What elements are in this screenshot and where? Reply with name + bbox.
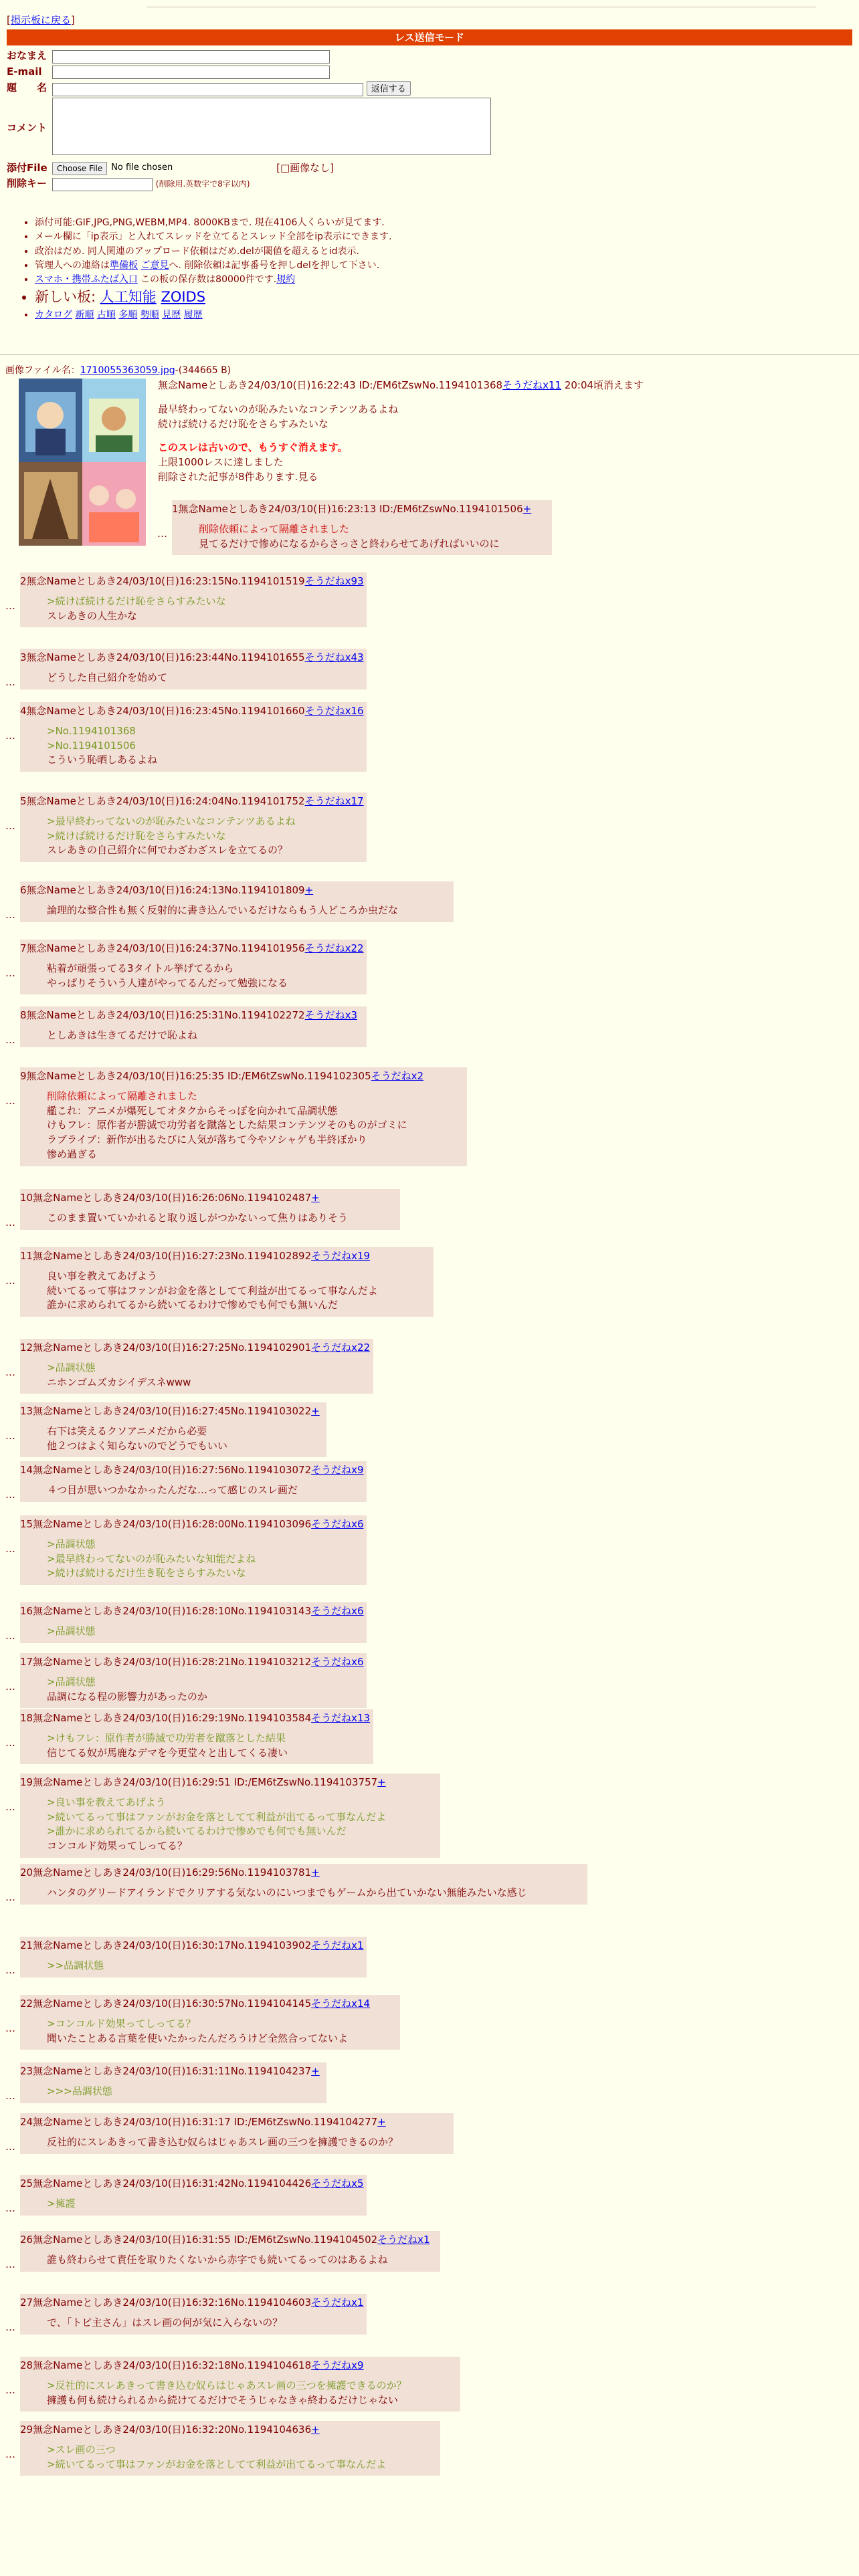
sodane-button[interactable]: そうだねx1	[377, 2234, 430, 2246]
note-item: • 政治はだめ. 同人関連のアップロード依頼はだめ.delが閾値を超えるとid表示.	[35, 245, 391, 258]
reply-post	[20, 792, 367, 862]
quote-line: >品調状態	[47, 1675, 96, 1688]
reply-body	[47, 2017, 395, 2046]
original-post	[158, 379, 840, 485]
reply-body	[47, 2379, 455, 2408]
reply-marker: …	[5, 2090, 15, 2102]
note-text: へ. 削除依頼は記事番号を押しdelを押して下さい.	[169, 259, 380, 271]
reply-header	[20, 1997, 395, 2012]
reply-header-text: 23無念Nameとしあき24/03/10(日)16:31:11No.1194104237	[20, 2065, 312, 2077]
reply-marker: …	[5, 1891, 15, 1903]
reply-body	[47, 1269, 428, 1313]
reply-line: やっぱりそういう人達がやってるんだって勉強になる	[47, 976, 288, 989]
sodane-button[interactable]: そうだねx11	[502, 379, 562, 391]
reply-header-text: 20無念Nameとしあき24/03/10(日)16:29:56No.1194103781	[20, 1866, 312, 1879]
reply-header-text: 5無念Nameとしあき24/03/10(日)16:24:04No.1194101752	[20, 795, 305, 807]
op-header	[158, 379, 840, 393]
reply-marker: …	[5, 909, 15, 921]
thumbnail-collage	[19, 379, 146, 546]
sodane-button[interactable]: +	[522, 503, 532, 515]
sodane-button[interactable]: そうだねx3	[304, 1009, 357, 1021]
reply-header	[20, 1341, 371, 1356]
reply-line: 良い事を教えてあげよう	[47, 1269, 158, 1282]
sodane-button[interactable]: +	[377, 1776, 386, 1788]
quote-line: >品調状態	[47, 1361, 96, 1374]
show-deleted-link[interactable]: 見る	[298, 470, 318, 483]
op-expire: 20:04頃消えます	[561, 379, 644, 391]
reply-header	[20, 883, 448, 898]
post-form: おなまえ E-mail 題 名 返信する コメント 添付File Choose File No file chosen [□画像なし] 削除キー (削除用.英数字で8字以内)	[7, 48, 491, 192]
reply-marker: …	[5, 1034, 15, 1046]
new-board-item	[35, 287, 391, 307]
reply-body	[47, 1731, 368, 1761]
reply-post	[20, 1515, 367, 1585]
reply-header-text: 11無念Nameとしあき24/03/10(日)16:27:23No.1194102892	[20, 1250, 312, 1262]
reply-header-text: 16無念Nameとしあき24/03/10(日)16:28:10No.1194103143	[20, 1605, 312, 1617]
quote-line: >コンコルド効果ってしってる？	[47, 2017, 196, 2030]
reply-header	[20, 2359, 455, 2373]
quote-line: >スレ画の三つ	[47, 2443, 116, 2456]
reply-marker: …	[5, 2448, 15, 2460]
reply-marker: …	[5, 1275, 15, 1287]
reply-body	[47, 1424, 321, 1454]
reply-body	[47, 671, 361, 685]
reply-header-text: 17無念Nameとしあき24/03/10(日)16:28:21No.1194103212	[20, 1656, 312, 1668]
quote-line: >>>品調状態	[47, 2084, 112, 2097]
reply-line: このまま置いていかれると取り返しがつかないって焦りはありそう	[47, 1211, 349, 1224]
sodane-button[interactable]: そうだねx93	[304, 575, 364, 587]
reply-body	[47, 1796, 435, 1854]
sodane-button[interactable]: そうだねx19	[311, 1250, 371, 1262]
reply-body	[47, 1537, 361, 1581]
subject-label: 題 名	[7, 82, 47, 94]
reply-post	[20, 1006, 367, 1047]
reply-marker: …	[5, 2022, 15, 2034]
reply-header	[20, 794, 364, 809]
back-link-wrap: [掲示板に戻る]	[7, 14, 75, 26]
reply-post	[20, 1937, 367, 1977]
sort-old-link[interactable]: 古順	[96, 309, 116, 320]
reply-post	[20, 1067, 467, 1166]
reply-post	[20, 1774, 440, 1858]
reply-line: 聞いたことある言葉を使いたかったんだろうけど全然合ってないよ	[47, 2032, 349, 2044]
reply-header	[20, 651, 364, 665]
reply-marker: …	[5, 1801, 15, 1813]
reply-post	[20, 1864, 587, 1905]
history-link[interactable]: 履歴	[183, 309, 203, 320]
reply-line: 惨め過ぎる	[47, 1148, 98, 1160]
reply-post	[20, 1602, 367, 1643]
file-prefix: 画像ファイル名：	[5, 365, 80, 376]
reply-header-text: 10無念Nameとしあき24/03/10(日)16:26:06No.1194102487	[20, 1192, 312, 1204]
reply-line: けもフレ：原作者が勝滅で功労者を蹴落とした結果コンテンツそのものがゴミに	[47, 1119, 407, 1132]
reply-body	[47, 1089, 462, 1162]
reply-post	[20, 1461, 367, 1502]
reply-body	[47, 1029, 361, 1043]
sodane-button[interactable]: そうだねx43	[304, 651, 364, 663]
reply-header-text: 6無念Nameとしあき24/03/10(日)16:24:13No.1194101809	[20, 884, 305, 896]
reply-line: 右下は笑えるクソアニメだから必要	[47, 1424, 207, 1437]
reply-line: ハンタのグリードアイランドでクリアする気ないのにいつまでもゲームから出ていかない無能みたいな感じ	[47, 1886, 527, 1899]
delkey-note: (削除用.英数字で8字以内)	[155, 179, 250, 189]
reply-header-text: 28無念Nameとしあき24/03/10(日)16:32:18No.1194104618	[20, 2359, 312, 2371]
image-file-link[interactable]: 1710055363059.jpg	[80, 365, 175, 376]
reply-marker: …	[5, 730, 15, 742]
reply-line: 論理的な整合性も無く反射的に書き込んでいるだけならもう人どころか虫だな	[47, 903, 399, 916]
reply-post	[20, 1709, 373, 1764]
sodane-button[interactable]: そうだねx22	[304, 942, 364, 954]
note-item: • メール欄に「ip表示」と入れてスレッドを立てるとスレッド全部をip表示にできます.	[35, 230, 391, 243]
quote-line: >No.1194101368	[47, 724, 136, 737]
reply-header	[20, 704, 364, 719]
quote-line: >反社的にスレあきって書き込む奴らはじゃあスレ画の三つを擁護できるのか？	[47, 2379, 407, 2391]
reply-post	[20, 940, 367, 994]
reply-line: こういう恥晒しあるよね	[47, 754, 158, 766]
reply-header-text: 21無念Nameとしあき24/03/10(日)16:30:17No.1194103902	[20, 1939, 312, 1951]
reply-body	[47, 2443, 435, 2472]
reply-post	[20, 1339, 373, 1394]
reply-header	[20, 1191, 395, 1206]
sort-new-link[interactable]: 新順	[75, 309, 94, 320]
file-size: -(344665 B)	[175, 365, 231, 376]
reply-header-text: 1無念Nameとしあき24/03/10(日)16:23:13 ID:/EM6tZswNo.1194101506	[172, 503, 523, 515]
reply-line: としあきは生きてるだけで恥よね	[47, 1029, 198, 1041]
reply-post	[20, 2421, 440, 2476]
reply-post	[20, 1995, 400, 2050]
file-label: 添付File	[7, 161, 47, 174]
reply-header	[20, 2064, 321, 2079]
reply-header	[20, 1463, 364, 1478]
quote-line: >けもフレ：原作者が勝滅で功労者を蹴落とした結果	[47, 1731, 286, 1744]
reply-header-text: 24無念Nameとしあき24/03/10(日)16:31:17 ID:/EM6tZswNo.1194104277	[20, 2116, 378, 2128]
reply-line: 他２つはよく知らないのでどうでもいい	[47, 1439, 228, 1452]
sodane-button[interactable]: そうだねx9	[311, 2359, 364, 2371]
reply-body	[47, 1361, 368, 1390]
submit-button[interactable]: 返信する	[367, 81, 411, 96]
name-input[interactable]	[52, 50, 330, 64]
deleted-text: 削除された記事が8件あります.	[158, 470, 298, 483]
comment-textarea[interactable]	[52, 98, 491, 155]
deleted-note	[158, 470, 840, 485]
no-image-checkbox[interactable]: □画像なし	[280, 161, 330, 174]
reply-marker: …	[157, 528, 167, 540]
reply-body	[47, 1483, 361, 1498]
new-board-label: 新しい板:	[35, 289, 96, 306]
reply-header	[20, 2233, 435, 2248]
reply-line: スレあきの自己紹介に何でわざわざスレを立てるの？	[47, 844, 288, 857]
reply-header-text: 14無念Nameとしあき24/03/10(日)16:27:56No.1194103072	[20, 1464, 312, 1476]
reply-header	[20, 1711, 371, 1726]
sodane-button[interactable]: +	[311, 1405, 320, 1417]
reply-body	[47, 1211, 395, 1226]
sodane-button[interactable]: +	[377, 2116, 386, 2128]
reply-header-text: 4無念Nameとしあき24/03/10(日)16:23:45No.1194101660	[20, 705, 305, 717]
reply-header	[20, 942, 364, 956]
reply-line: ニホンゴムズカシイデスネwww	[47, 1376, 191, 1388]
sodane-button[interactable]: そうだねx16	[304, 705, 364, 717]
note-text: 管理人への連絡は	[35, 259, 110, 271]
delkey-label: 削除キー	[7, 177, 47, 190]
quote-line: >品調状態	[47, 1624, 96, 1637]
reply-header-text: 9無念Nameとしあき24/03/10(日)16:25:35 ID:/EM6tZswNo.1194102305	[20, 1070, 371, 1082]
reply-marker: …	[5, 1681, 15, 1693]
reply-line: 品調になる程の影響力があったのか	[47, 1690, 207, 1703]
reply-header-text: 2無念Nameとしあき24/03/10(日)16:23:15No.1194101519	[20, 575, 305, 587]
reply-post	[20, 649, 367, 689]
op-line: 最早終わってないのが恥みたいなコンテンツあるよね	[158, 403, 399, 415]
reply-marker: …	[5, 1489, 15, 1501]
reply-line: 誰も終わらせて責任を取りたくないから赤字でも続いてるってのはあるよね	[47, 2253, 388, 2266]
reply-header	[20, 1776, 435, 1790]
reply-marker: …	[5, 2141, 15, 2153]
reply-body	[199, 522, 547, 552]
reply-line: 艦これ：アニメが爆死してオタクからそっぽを向かれて品調状態	[47, 1104, 338, 1117]
op-header-text: 無念Nameとしあき24/03/10(日)16:22:43 ID:/EM6tZswNo.1194101368	[158, 379, 503, 391]
reply-post	[20, 702, 367, 772]
sodane-button[interactable]: そうだねx9	[311, 1464, 364, 1476]
quote-line: >続けば続けるだけ恥をさらすみたいな	[47, 595, 226, 607]
sodane-button[interactable]: そうだねx6	[311, 1605, 364, 1617]
reply-line: ラブライブ：新作が出るたびに人気が落ちて今やソシャゲも半終ぼかり	[47, 1134, 367, 1146]
reply-header	[20, 2423, 435, 2438]
reply-header	[20, 2296, 364, 2311]
note-item: • 添付可能:GIF,JPG,PNG,WEBM,MP4. 8000KBまで. 現在4106人くらいが見てます.	[35, 216, 391, 229]
delkey-input[interactable]	[52, 178, 153, 191]
reply-marker: …	[5, 967, 15, 979]
reply-marker: …	[5, 1430, 15, 1442]
reply-header	[20, 1404, 321, 1419]
sodane-button[interactable]: +	[311, 1866, 320, 1879]
ai-board-link[interactable]: 人工知能	[100, 289, 157, 306]
sort-momentum-link[interactable]: 勢順	[140, 309, 159, 320]
reply-post	[20, 572, 367, 627]
name-label: おなまえ	[7, 49, 47, 62]
sodane-button[interactable]: そうだねx1	[311, 1939, 364, 1951]
reply-marker: …	[5, 1964, 15, 1976]
reply-mode-bar: レス送信モード	[7, 29, 852, 45]
reply-body	[47, 962, 361, 991]
quote-line: >誰かに求められてるから続いてるわけで惨めでも何でも無いんだ	[47, 1825, 347, 1838]
feedback-link[interactable]: ご意見	[140, 259, 169, 271]
reply-line: スレあきの人生かな	[47, 609, 138, 622]
reply-header	[20, 1008, 361, 1023]
sodane-button[interactable]: +	[304, 884, 314, 896]
mobile-entry-link[interactable]: スマホ・携帯ふたば入口	[35, 274, 138, 286]
section-divider	[0, 354, 859, 355]
quote-line: >続けば続けるだけ生き恥をさらすみたいな	[47, 1567, 246, 1580]
reply-header-text: 27無念Nameとしあき24/03/10(日)16:32:16No.1194104603	[20, 2296, 312, 2309]
reply-body	[47, 2084, 321, 2099]
quote-line: >最早終わってないのが恥みたいな知能だよね	[47, 1552, 256, 1565]
reply-line: 続いてるって事はファンがお金を落としてて利益が出てるって事なんだよ	[47, 1284, 378, 1297]
reply-marker: …	[5, 1095, 15, 1107]
reply-line: 見てるだけで惨めになるからさっさと終わらせてあげればいいのに	[199, 537, 500, 550]
reply-marker: …	[5, 1543, 15, 1555]
nav-links-item	[35, 308, 391, 322]
op-line: 続けば続けるだけ恥をさらすみたいな	[158, 417, 329, 430]
sodane-button[interactable]: そうだねx5	[311, 2177, 364, 2189]
file-status: No file chosen	[111, 163, 173, 173]
quote-line: >続けば続けるだけ恥をさらすみたいな	[47, 829, 226, 842]
reply-marker: …	[5, 820, 15, 832]
quote-line: >続いてるって事はファンがお金を落としてて利益が出てるって事なんだよ	[47, 1810, 387, 1823]
subject-input[interactable]	[52, 83, 363, 96]
sort-many-link[interactable]: 多順	[118, 309, 138, 320]
reply-header	[20, 1249, 428, 1264]
reply-line: 粘着が頑張ってる3タイトル挙げてるから	[47, 962, 234, 974]
limit-note: 上限1000レスに達しました	[158, 456, 284, 468]
reply-line: 信じてる奴が馬鹿なデマを今更堂々と出してくる凄い	[47, 1746, 288, 1759]
back-to-board-link[interactable]: 掲示板に戻る	[10, 14, 71, 26]
email-input[interactable]	[52, 66, 330, 79]
quote-line: >最早終わってないのが恥みたいなコンテンツあるよね	[47, 815, 296, 827]
reply-post	[20, 2175, 367, 2216]
reply-header	[20, 2115, 448, 2130]
note-item	[35, 259, 391, 272]
reply-line: コンコルド効果ってしってる？	[47, 1840, 188, 1852]
sodane-button[interactable]: +	[311, 1192, 320, 1204]
reply-post	[20, 2113, 454, 2154]
reply-post	[172, 500, 552, 555]
reply-line: で、「トピ主さん」はスレ画の何が気に入らないの？	[47, 2316, 283, 2329]
reply-line: どうした自己紹介を始めて	[47, 671, 168, 683]
reply-header	[20, 1517, 364, 1532]
sodane-button[interactable]: そうだねx17	[304, 795, 364, 807]
reply-post	[20, 2294, 367, 2335]
reply-line: 擁護も何も続けられるから続けてるだけでそうじゃなきゃ終わるだけじゃない	[47, 2393, 399, 2406]
reply-marker: …	[5, 2384, 15, 2396]
reply-header-text: 26無念Nameとしあき24/03/10(日)16:31:55 ID:/EM6tZswNo.1194104502	[20, 2234, 378, 2246]
viewed-history-link[interactable]: 見歴	[162, 309, 181, 320]
sodane-button[interactable]: そうだねx2	[371, 1070, 424, 1082]
rules-link[interactable]: 規約	[276, 274, 296, 286]
reply-body	[47, 1675, 361, 1705]
board-notes	[15, 215, 391, 322]
note-text: この板の保存数は80000件です.	[137, 274, 277, 286]
sodane-button[interactable]: +	[311, 2424, 320, 2436]
reply-body	[47, 1886, 582, 1901]
reply-header	[20, 1866, 582, 1881]
reply-body	[47, 2316, 361, 2331]
reply-marker: …	[5, 1737, 15, 1749]
reply-body	[47, 2197, 361, 2212]
note-item	[35, 273, 391, 286]
reply-header-text: 22無念Nameとしあき24/03/10(日)16:30:57No.1194104145	[20, 1998, 312, 2010]
reply-line: 反社的にスレあきって書き込む奴らはじゃあスレ画の三つを擁護できるのか？	[47, 2135, 399, 2148]
reply-line: 誰かに求められてるから続いてるわけで惨めでも何でも無いんだ	[47, 1299, 339, 1311]
file-picker	[52, 162, 173, 175]
reply-marker: …	[5, 2321, 15, 2333]
quote-line: >>品調状態	[47, 1959, 104, 1971]
reply-post	[20, 1189, 400, 1230]
reply-line: ４つ目が思いつかなかったんだな…って感じのスレ画だ	[47, 1483, 298, 1496]
catalog-link[interactable]: カタログ	[35, 309, 72, 320]
reply-post	[20, 2357, 460, 2411]
sodane-button[interactable]: そうだねx22	[311, 1341, 371, 1354]
op-body	[158, 403, 840, 485]
reply-marker: …	[5, 600, 15, 612]
reply-post	[20, 2231, 440, 2272]
reply-header	[172, 502, 547, 517]
reply-body	[47, 724, 361, 768]
reply-marker: …	[5, 1366, 15, 1378]
reply-header-text: 3無念Nameとしあき24/03/10(日)16:23:44No.1194101655	[20, 651, 305, 663]
reply-header-text: 13無念Nameとしあき24/03/10(日)16:27:45No.1194103022	[20, 1405, 312, 1417]
reply-post	[20, 1402, 326, 1457]
reply-header-text: 18無念Nameとしあき24/03/10(日)16:29:19No.1194103584	[20, 1712, 312, 1724]
reply-body	[47, 815, 361, 858]
reply-header	[20, 1939, 364, 1953]
reply-marker: …	[5, 2258, 15, 2270]
reply-header-text: 12無念Nameとしあき24/03/10(日)16:27:25No.1194102901	[20, 1341, 312, 1354]
reply-header-text: 19無念Nameとしあき24/03/10(日)16:29:51 ID:/EM6tZswNo.1194103757	[20, 1776, 378, 1788]
reply-header-text: 15無念Nameとしあき24/03/10(日)16:28:00No.1194103096	[20, 1518, 312, 1530]
sodane-button[interactable]: そうだねx6	[311, 1518, 364, 1530]
reply-header	[20, 1604, 364, 1619]
quote-line: >擁護	[47, 2197, 76, 2210]
reply-body	[47, 1624, 361, 1639]
sodane-button[interactable]: そうだねx13	[311, 1712, 371, 1724]
reply-header	[20, 1069, 462, 1084]
thread-thumbnail[interactable]	[19, 379, 146, 546]
deleted-notice: 削除依頼によって隔離されました	[199, 522, 350, 535]
reply-marker: …	[5, 1216, 15, 1228]
reply-header-text: 8無念Nameとしあき24/03/10(日)16:25:31No.1194102272	[20, 1009, 305, 1021]
quote-line: >続いてるって事はファンがお金を落としてて利益が出てるって事なんだよ	[47, 2458, 387, 2470]
reply-post	[20, 1653, 367, 1708]
sodane-button[interactable]: +	[311, 2065, 320, 2077]
file-header	[5, 364, 231, 377]
expire-warning: このスレは古いので、もうすぐ消えます。	[158, 441, 348, 454]
reply-body	[47, 903, 448, 918]
sodane-button[interactable]: そうだねx1	[311, 2296, 364, 2309]
sodane-button[interactable]: そうだねx6	[311, 1656, 364, 1668]
sodane-button[interactable]: そうだねx14	[311, 1998, 371, 2010]
reply-header-text: 7無念Nameとしあき24/03/10(日)16:24:37No.1194101956	[20, 942, 305, 954]
quote-line: >No.1194101506	[47, 739, 136, 752]
email-label: E-mail	[7, 65, 42, 78]
reply-body	[47, 595, 361, 624]
reply-header	[20, 2177, 364, 2191]
reply-header-text: 29無念Nameとしあき24/03/10(日)16:32:20No.1194104636	[20, 2424, 312, 2436]
reply-body	[47, 2253, 435, 2268]
reply-post	[20, 1247, 434, 1317]
reply-header	[20, 1655, 364, 1670]
quote-line: >品調状態	[47, 1537, 96, 1550]
reply-marker: …	[5, 2202, 15, 2214]
quote-line: >良い事を教えてあげよう	[47, 1796, 166, 1808]
reply-header	[20, 574, 364, 589]
reply-marker: …	[5, 1630, 15, 1642]
reply-header-text: 25無念Nameとしあき24/03/10(日)16:31:42No.1194104426	[20, 2177, 312, 2189]
reply-post	[20, 2062, 326, 2103]
comment-label: コメント	[7, 122, 47, 134]
reply-marker: …	[5, 676, 15, 688]
zoids-board-link[interactable]: ZOIDS	[161, 289, 206, 306]
reply-body	[47, 2135, 448, 2150]
reply-post	[20, 881, 454, 922]
prep-board-link[interactable]: 準備板	[110, 259, 138, 271]
deleted-notice: 削除依頼によって隔離されました	[47, 1089, 198, 1102]
choose-file-button[interactable]: Choose File	[52, 162, 107, 175]
reply-body	[47, 1959, 361, 1973]
